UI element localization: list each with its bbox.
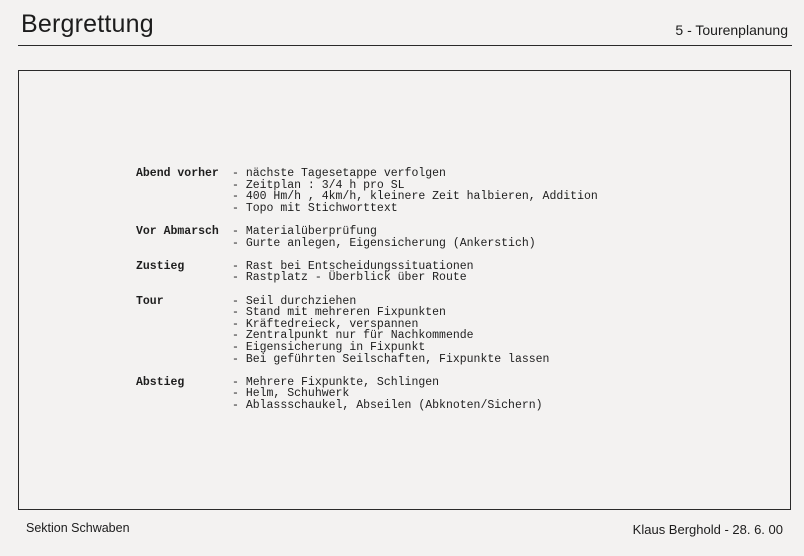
group-label: Abstieg [136, 375, 185, 389]
list-item: - nächste Tagesetappe verfolgen [232, 168, 598, 180]
group-abend-vorher [136, 168, 756, 214]
list-item: - Materialüberprüfung [232, 226, 536, 238]
list-item: - Seil durchziehen [232, 296, 549, 308]
list-item: - Ablassschaukel, Abseilen (Abknoten/Sichern) [232, 400, 543, 412]
footer-author-date: Klaus Berghold - 28. 6. 00 [632, 522, 783, 537]
list-item: - Gurte anlegen, Eigensicherung (Ankerstich) [232, 238, 536, 250]
group-label: Abend vorher [136, 167, 219, 180]
group-items [232, 261, 474, 284]
group-items [232, 226, 536, 249]
list-item: - Eigensicherung in Fixpunkt [232, 342, 549, 354]
group-zustieg [136, 261, 756, 284]
group-vor-abmarsch [136, 226, 756, 249]
group-tour [136, 296, 756, 366]
list-item: - 400 Hm/h , 4km/h, kleinere Zeit halbieren, Addition [232, 191, 598, 203]
list-item: - Mehrere Fixpunkte, Schlingen [232, 377, 543, 389]
list-item: - Zentralpunkt nur für Nachkommende [232, 330, 549, 342]
group-label: Tour [136, 294, 164, 308]
group-label: Zustieg [136, 259, 185, 273]
list-item: - Rast bei Entscheidungssituationen [232, 261, 474, 273]
group-label: Vor Abmarsch [136, 224, 219, 238]
footer-organization: Sektion Schwaben [26, 521, 130, 535]
list-item: - Helm, Schuhwerk [232, 388, 543, 400]
list-item: - Rastplatz - Überblick über Route [232, 272, 474, 284]
list-item: - Topo mit Stichworttext [232, 203, 598, 215]
list-item: - Zeitplan : 3/4 h pro SL [232, 180, 598, 192]
page-title: Bergrettung [21, 10, 154, 38]
planning-list [136, 168, 756, 423]
group-items [232, 168, 598, 214]
list-item: - Stand mit mehreren Fixpunkten [232, 307, 549, 319]
list-item: - Bei geführten Seilschaften, Fixpunkte lassen [232, 354, 549, 366]
group-items [232, 377, 543, 412]
list-item: - Kräftedreieck, verspannen [232, 319, 549, 331]
group-abstieg [136, 377, 756, 412]
section-title: 5 - Tourenplanung [675, 22, 788, 38]
header-divider [18, 45, 792, 46]
group-items [232, 296, 549, 366]
